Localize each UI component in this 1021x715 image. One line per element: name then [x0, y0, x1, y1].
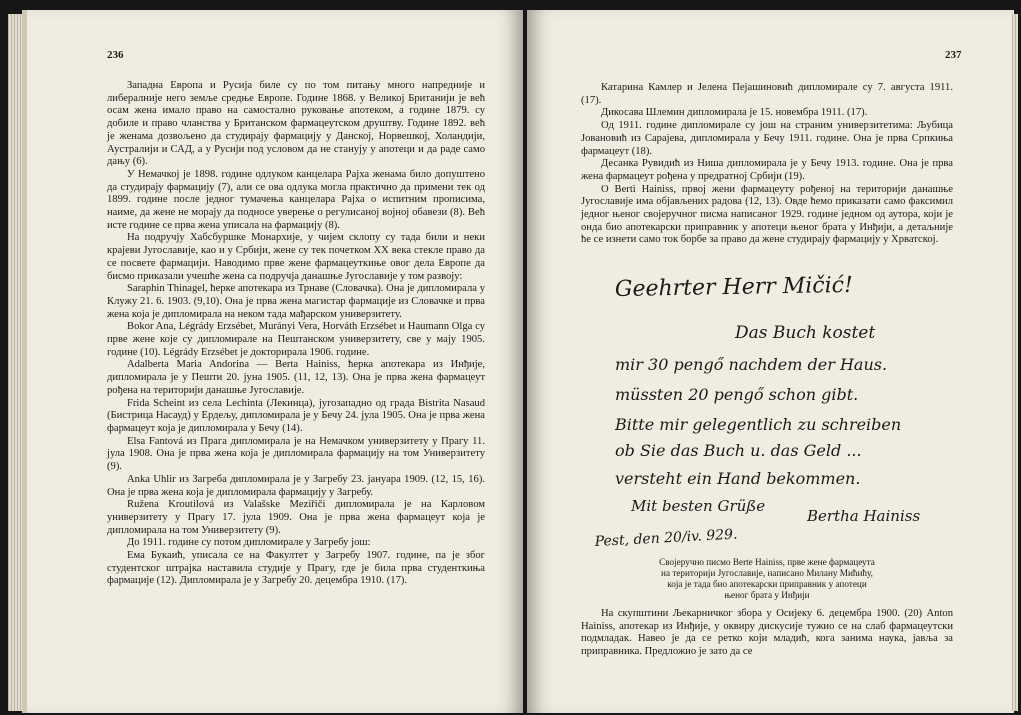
- caption-line: њеног брата у Инђији: [724, 590, 810, 600]
- paragraph: Од 1911. године дипломирале су још на страним универзитетима: Љубица Јовановић из Сарајева, дипломирала у Бечу 1911. године. Она је прва Српкиња фармацеут (18).: [581, 120, 953, 157]
- letter-salutation: Geehrter Herr Mičić!: [614, 272, 854, 302]
- paragraph: Saraphin Thinagel, ћерке апотекара из Трнаве (Словачка). Она је дипломирала у Клужу 21. 6. 1903. (9,10). Она је прва жена магистар фармације из Словачке и прва жена која је дипломирала на неком тада мађарском универзитету.: [107, 283, 485, 320]
- letter-line: mir 30 pengő nachdem der Haus.: [615, 355, 888, 374]
- caption-line: која је тада био апотекарски приправник у апотеци: [667, 579, 867, 589]
- letter-closing: Mit besten Grüße: [631, 497, 766, 515]
- page-number: 236: [107, 49, 124, 61]
- handwritten-letter-facsimile: [575, 266, 960, 552]
- paragraph: Катарина Камлер и Јелена Пејашиновић дипломирале су 7. августа 1911. (17).: [581, 82, 953, 106]
- letter-line: müssten 20 pengő schon gibt.: [615, 385, 859, 404]
- paragraph: Десанка Рувидић из Ниша дипломирала је у Бечу 1913. године. Она је прва жена фармацеут рођена у предратној Србији (19).: [581, 158, 953, 182]
- left-page: [22, 10, 523, 713]
- left-body-text: [107, 80, 485, 588]
- right-body-text-bottom: [581, 608, 953, 659]
- paragraph: Anka Uhlir из Загреба дипломирала је у Загребу 23. јануара 1909. (12, 15, 16). Она је прва жена која је дипломирала фармацију у Загребу.: [107, 473, 485, 498]
- right-body-text-top: [581, 82, 953, 247]
- letter-signature: Bertha Hainiss: [807, 507, 921, 525]
- right-page-edges: [1012, 14, 1018, 711]
- paragraph: Bokor Ana, Légrády Erzsébet, Murányi Vera, Horváth Erzsébet и Haumann Olga су прве жене које су дипломирале на Пештанском универзитету, све у мају 1905. године (10). Légrády Erzsébet је докторирала 1906. године.: [107, 321, 485, 358]
- right-page: [527, 10, 1014, 713]
- letter-line: versteht ein Hand bekommen.: [615, 469, 861, 488]
- caption-line: Својеручно писмо Berte Hainiss, прве жене фармацеута: [659, 557, 875, 567]
- letter-date: Pest, den 20/iv. 929.: [594, 526, 738, 550]
- paragraph: На скупштини Љекарничког збора у Осијеку 6. децембра 1900. (20) Anton Hainiss, апотекар из Инђије, у оквиру дискусије тужио се на слаб фармацеутски подмладак. Навео је да се ретко који младић, кога занима наука, јавља за приправника. Предложио је зато да се: [581, 608, 953, 658]
- paragraph: Elsa Fantová из Прага дипломирала је на Немачком универзитету у Прагу 11. јула 1908. Она је прва жена која је дипломирала фармацију на том Универзитету (9).: [107, 435, 485, 473]
- paragraph: Adalberta Maria Andorina — Berta Hainiss, ћерка апотекара из Инђије, дипломирала је у Пешти 20. јуна 1905. (11, 12, 13). Она је прва жена фармацеут рођена на територији данашње Југославије.: [107, 359, 485, 396]
- figure-caption: [581, 557, 953, 601]
- paragraph: О Berti Hainiss, првој жени фармацеуту рођеној на територији данашње Југославије има објављених радова (12, 13). Овде ћемо приказати само факсимил једног њеног својеручног писма написаног 1929. године једном од аутора, који је онда био апотекарски приправник у апотеци њеног брата у Инђији, а детаљније ће се изнети само ток борбе за право да жене студирају фармацију у Хрватској.: [581, 183, 953, 246]
- paragraph: Западна Европа и Русија биле су по том питању много напредније и либералније него земље средње Европе. Године 1868. у Великој Британији је већ осам жена имало право на самостално руковање апотеком, а године 1879. су добиле и право чланства у Британском фармацеутском друштву. Године 1892. већ је женама дозвољено да студирају фармацију у Данској, Норвешкој, Холандији, Аустралији и САД, а у Русији под условом да не станују у апотеци и да раде само дању (6).: [107, 80, 485, 168]
- paragraph: До 1911. године су потом дипломирале у Загребу још:: [127, 537, 371, 549]
- caption-line: на територији Југославије, написано Милану Мићићу,: [661, 568, 873, 578]
- paragraph: На подручју Хабсбуршке Монархије, у чијем склопу су тада били и неки крајеви Југославије, као и у Србији, жене су тек почетком XX века стекле право да се посвете фармацији. Наводимо прве жене фармацеуткиње овог дела Европе да бисмо приказали учешће жена са подручја данашње Југославије у том развоју:: [107, 232, 485, 282]
- paragraph: Дикосава Шлемин дипломирала је 15. новембра 1911. (17).: [601, 107, 868, 119]
- paragraph: Frida Scheint из села Lechinta (Лекинца), југозападно од града Bistrita Nasaud (Бистрица Насауд) у Ердељу, дипломирала је у Бечу 24. јула 1905. Она је прва жена фармацеут која је дипломирала у Бечу (14).: [107, 397, 485, 434]
- paragraph: Ема Букаић, уписала се на Факултет у Загребу 1907. године, па је због студентског штрајка наставила студије у Прагу, где је била прва студенткиња фармације (12). Дипломирала је у Загребу 20. децембра 1910. (17).: [107, 550, 485, 587]
- paragraph: Ružena Kroutilová из Valašske Meziřiči дипломирала је на Карловом универзитету у Прагу 17. јула 1909. Она је прва жена фармацеут која је дипломирала на том Универзитету (9).: [107, 499, 485, 536]
- page-number: 237: [945, 49, 962, 61]
- letter-line: Das Buch kostet: [735, 323, 876, 343]
- letter-line: ob Sie das Buch u. das Geld ...: [615, 441, 862, 460]
- letter-svg: [575, 266, 960, 552]
- paragraph: У Немачкој је 1898. године одлуком канцелара Рајха женама било допуштено да студирају фармацију (7), али се ова одлука могла практично да примени тек од 1899. године после једног тумачења канцелара Рајха о испитним прописима, наиме, да жене не морају да подносе уверење о регулисаној војној обавези (8). Већ исте године се прва жена уписала на фармацију (8).: [107, 168, 485, 231]
- letter-line: Bitte mir gelegentlich zu schreiben: [615, 415, 902, 434]
